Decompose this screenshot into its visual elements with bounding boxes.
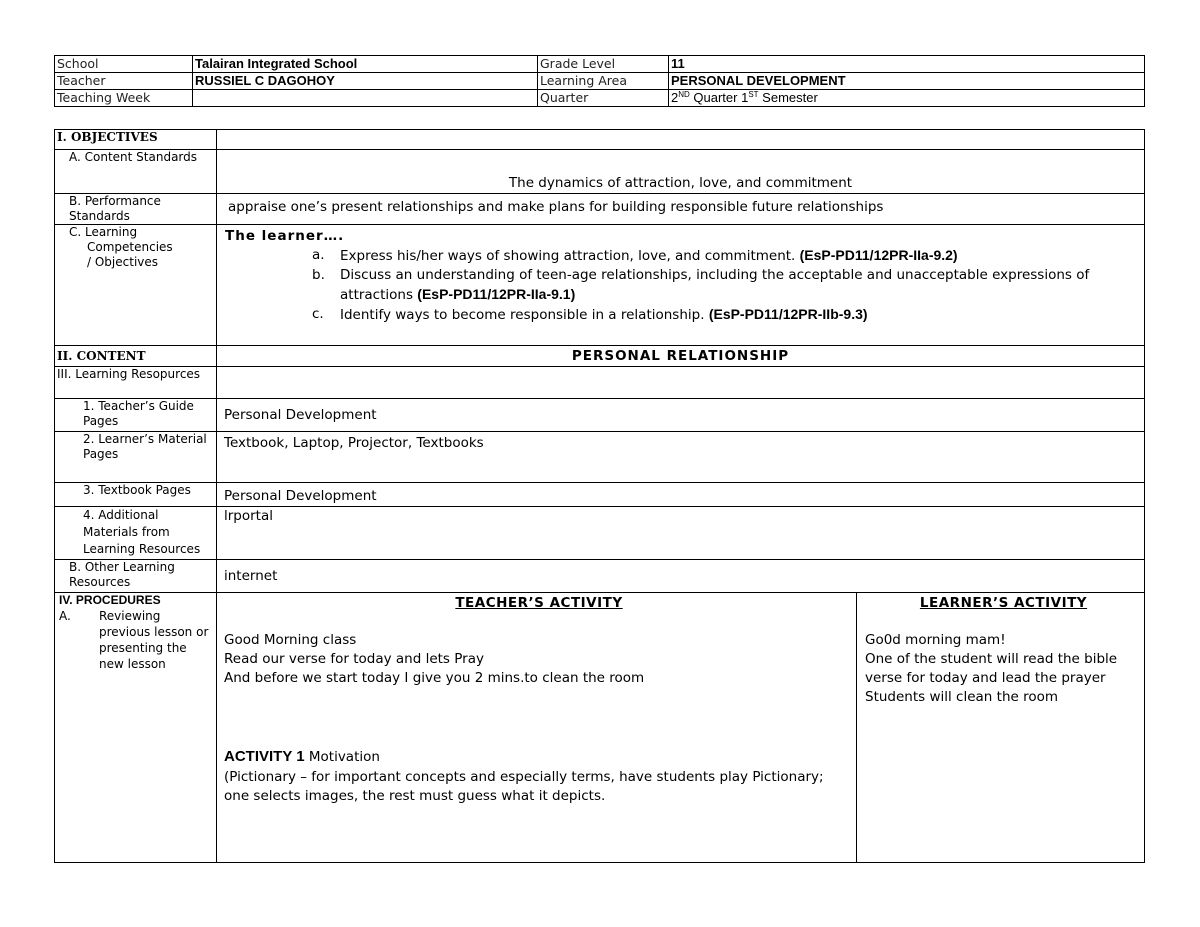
objectives-heading: I. OBJECTIVES [55,130,217,150]
content-standards-row [55,150,1145,194]
resources-heading-row [55,367,1145,399]
content-standards-label: A. Content Standards [55,150,217,194]
grade-value: 11 [669,56,1145,73]
learner-line: Students will clean the room [865,689,1059,705]
teacher-activity-cell [217,593,857,863]
learner-material-row [55,432,1145,483]
learner-activity-heading: LEARNER’S ACTIVITY [919,595,1088,611]
competencies-label-line-3: / Objectives [87,255,159,269]
teacher-line: And before we start today I give you 2 mins.to clean the room [224,670,645,686]
semester-word: Semester [758,90,818,105]
learner-line: One of the student will read the bible verse for today and lead the prayer [865,651,1118,686]
content-heading: II. CONTENT [55,346,217,367]
semester-suffix: ST [748,90,759,99]
competencies-row [55,225,1145,346]
competencies-value [217,225,1145,346]
competency-code: (EsP-PD11/12PR-IIa-9.2) [799,247,958,263]
other-resources-row [55,560,1145,593]
competency-marker: b. [312,267,325,283]
performance-standards-label: B. Performance Standards [55,194,217,225]
area-label: Learning Area [538,73,669,90]
other-resources-value: internet [217,560,1145,593]
learner-intro: The learner…. [225,228,345,244]
header-row-teacher [55,73,1145,90]
week-label: Teaching Week [55,90,193,107]
competency-item [225,305,1142,325]
activity-description-1: (Pictionary – for important concepts and especially terms, have students play Pictionary; [224,769,824,785]
learner-material-value: Textbook, Laptop, Projector, Textbooks [217,432,1145,483]
teacher-line: Read our verse for today and lets Pray [224,651,484,667]
competencies-label-line-2: Competencies [87,240,173,254]
quarter-word: Quarter 1 [689,90,749,105]
competencies-label-line-1: C. Learning [69,225,138,239]
content-row [55,346,1145,367]
additional-materials-value: lrportal [217,507,1145,560]
area-value: PERSONAL DEVELOPMENT [669,73,1145,90]
competency-item [225,266,1142,305]
performance-standards-row [55,194,1145,225]
school-label: School [55,56,193,73]
header-row-school [55,56,1145,73]
competency-text: Express his/her ways of showing attraction, love, and commitment. [340,248,800,264]
other-resources-label: B. Other Learning Resources [55,560,217,593]
activity-title-bold: ACTIVITY 1 [224,748,305,765]
procedure-step [57,608,214,672]
teacher-guide-value: Personal Development [217,399,1145,432]
content-value: PERSONAL RELATIONSHIP [217,346,1145,367]
week-value [193,90,538,107]
textbook-label: 3. Textbook Pages [55,483,217,507]
quarter-label: Quarter [538,90,669,107]
activity-description-2: one selects images, the rest must guess what it depicts. [224,788,606,804]
objectives-heading-row [55,130,1145,150]
resources-heading: III. Learning Resopurces [55,367,217,399]
teacher-guide-label: 1. Teacher’s Guide Pages [55,399,217,432]
competency-text: Discuss an understanding of teen-age relationships, including the acceptable and unacceptable expressions of attractions [340,267,1090,303]
content-standards-value: The dynamics of attraction, love, and commitment [217,150,1145,194]
header-row-week [55,90,1145,107]
teacher-line: Good Morning class [224,632,357,648]
additional-materials-row [55,507,1145,560]
performance-standards-value: appraise one’s present relationships and make plans for building responsible future relationships [217,194,1145,225]
competency-code: (EsP-PD11/12PR-IIa-9.1) [417,286,576,302]
procedure-step-marker: A. [59,609,71,623]
competencies-label [55,225,217,346]
lesson-plan-table [54,129,1145,863]
procedures-row [55,593,1145,863]
competency-marker: c. [312,306,324,322]
competency-text: Identify ways to become responsible in a relationship. [340,307,709,323]
learner-material-label: 2. Learner’s Material Pages [55,432,217,483]
quarter-number-suffix: ND [678,90,690,99]
procedures-heading: IV. PROCEDURES [59,593,161,607]
school-value: Talairan Integrated School [193,56,538,73]
competency-marker: a. [312,247,325,263]
activity-subtitle: Motivation [304,749,380,765]
procedure-step-label: Reviewing previous lesson or presenting the new lesson [99,609,209,671]
lesson-header-table [54,55,1145,107]
competencies-list [225,246,1142,325]
quarter-value [669,90,1145,107]
teacher-value: RUSSIEL C DAGOHOY [193,73,538,90]
teacher-activity-heading: TEACHER’S ACTIVITY [455,595,623,611]
teacher-guide-row [55,399,1145,432]
additional-materials-label: 4. Additional Materials from Learning Resources [55,507,217,560]
grade-label: Grade Level [538,56,669,73]
learner-activity-cell [857,593,1145,863]
competency-item [225,246,1142,266]
teacher-label: Teacher [55,73,193,90]
textbook-row [55,483,1145,507]
competency-code: (EsP-PD11/12PR-IIb-9.3) [708,306,868,322]
learner-line: Go0d morning mam! [865,632,1006,648]
activity-title [224,746,854,768]
quarter-number: 2 [671,90,679,105]
textbook-value: Personal Development [217,483,1145,507]
procedures-label-cell [55,593,217,863]
